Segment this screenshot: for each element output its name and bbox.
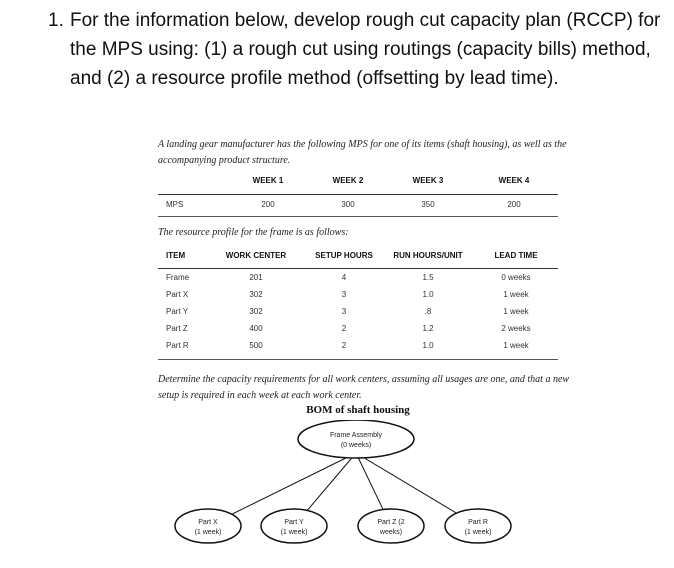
bom-node-frame-assembly (298, 420, 414, 458)
setup-hours-cell: 4 (341, 273, 347, 282)
table-row (158, 307, 558, 321)
mps-header-row (158, 176, 558, 190)
header-work-center: WORK CENTER (225, 251, 287, 260)
table-row (158, 273, 558, 287)
work-center-cell: 500 (249, 341, 263, 350)
mps-rule-top (158, 194, 558, 195)
work-center-cell: 400 (249, 324, 263, 333)
part-y-lead: (1 week) (280, 529, 308, 536)
item-cell: Part X (166, 290, 189, 299)
mps-value-week3: 350 (421, 200, 435, 209)
run-hours-cell: 1.0 (422, 341, 434, 350)
setup-hours-cell: 3 (341, 290, 347, 299)
part-r-lead: (1 week) (464, 529, 492, 536)
lead-time-cell: 0 weeks (501, 273, 531, 282)
work-center-cell: 302 (249, 307, 263, 316)
setup-hours-cell: 2 (341, 324, 347, 333)
run-hours-cell: .8 (424, 307, 432, 316)
mps-value-week4: 200 (507, 200, 521, 209)
item-cell: Part Z (166, 324, 188, 333)
bom-diagram (158, 420, 558, 550)
table-row (158, 324, 558, 338)
resource-profile-header-row (158, 251, 558, 265)
setup-hours-cell: 2 (341, 341, 347, 350)
part-z-label: Part Z (2 (377, 519, 405, 526)
header-lead-time: LEAD TIME (494, 251, 538, 260)
resource-profile-rule-top (158, 268, 558, 269)
mps-value-week1: 200 (261, 200, 275, 209)
table-row (158, 290, 558, 304)
bom-title: BOM of shaft housing (306, 404, 410, 416)
mps-header-week4: WEEK 4 (498, 176, 530, 185)
lead-time-cell: 1 week (503, 307, 529, 316)
bom-node-part-x (175, 509, 241, 543)
work-center-cell: 302 (249, 290, 263, 299)
header-item: ITEM (166, 251, 186, 260)
mps-header-week2: WEEK 2 (332, 176, 364, 185)
table-row (158, 341, 558, 355)
part-x-lead: (1 week) (194, 529, 222, 536)
mps-row-label: MPS (166, 200, 184, 209)
lead-time-cell: 1 week (503, 341, 529, 350)
problem-intro: A landing gear manufacturer has the following MPS for one of its items (shaft housing), as well as the accompanying product structure. (158, 139, 567, 166)
bom-node-part-y (261, 509, 327, 543)
mps-row (158, 200, 558, 214)
bom-node-part-r (445, 509, 511, 543)
problem-figure (158, 134, 578, 564)
item-cell: Part Y (166, 307, 189, 316)
mps-header-week1: WEEK 1 (252, 176, 284, 185)
item-cell: Frame (166, 273, 190, 282)
run-hours-cell: 1.0 (422, 290, 434, 299)
run-hours-cell: 1.2 (422, 324, 434, 333)
header-run-hours: RUN HOURS/UNIT (393, 251, 463, 260)
frame-assembly-lead: (0 weeks) (340, 442, 372, 449)
question-number: 1. (48, 10, 64, 31)
lead-time-cell: 1 week (503, 290, 529, 299)
setup-hours-cell: 3 (341, 307, 347, 316)
run-hours-cell: 1.5 (422, 273, 434, 282)
mps-value-week2: 300 (341, 200, 355, 209)
resource-profile-intro: The resource profile for the frame is as follows: (158, 227, 349, 238)
part-r-label: Part R (468, 519, 488, 526)
part-z-lead: weeks) (379, 529, 403, 536)
bom-node-part-z (358, 509, 424, 543)
mps-header-week3: WEEK 3 (412, 176, 444, 185)
lead-time-cell: 2 weeks (501, 324, 531, 333)
mps-rule-bottom (158, 216, 558, 217)
part-x-label: Part X (198, 519, 218, 526)
header-setup-hours: SETUP HOURS (315, 251, 373, 260)
resource-profile-rule-bottom (158, 359, 558, 360)
work-center-cell: 201 (249, 273, 263, 282)
determine-instructions: Determine the capacity requirements for all work centers, assuming all usages are one, and that a new setup is required in each week at each work center. (158, 374, 570, 401)
part-y-label: Part Y (284, 519, 304, 526)
question-text: For the information below, develop rough cut capacity plan (RCCP) for the MPS using: (1) a rough cut using routings (capacity bills) method, and (2) a resource profile method (offsetting by lead time). (70, 10, 661, 89)
frame-assembly-label: Frame Assembly (329, 432, 383, 439)
item-cell: Part R (166, 341, 189, 350)
